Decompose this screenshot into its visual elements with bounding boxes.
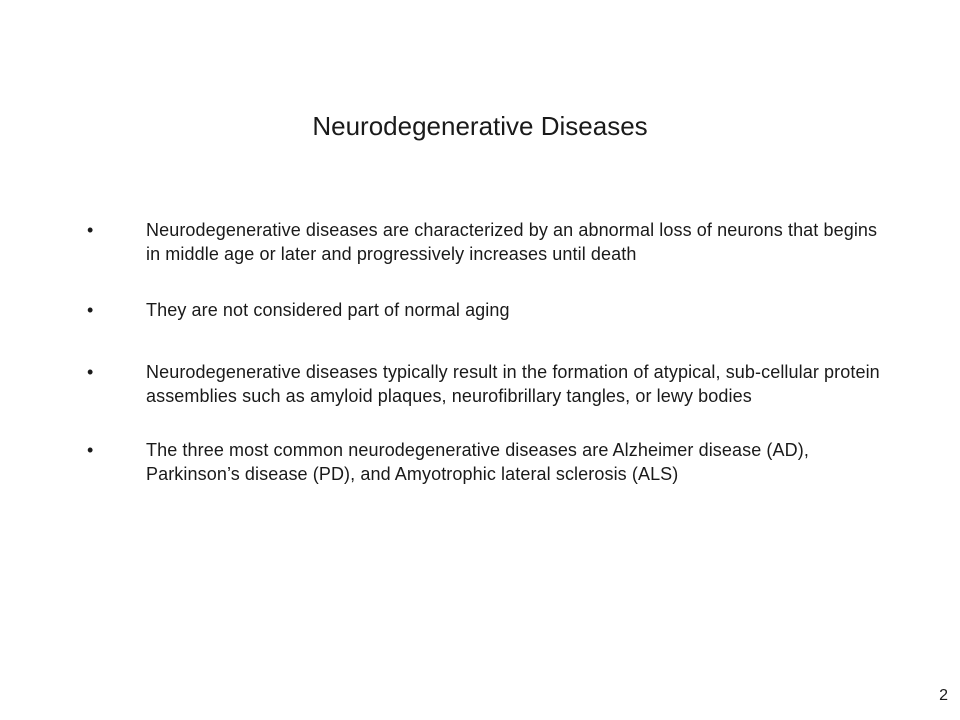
bullet-item: [87, 438, 887, 486]
bullet-marker: •: [87, 440, 94, 460]
bullet-marker: •: [87, 300, 94, 320]
bullet-text: The three most common neurodegenerative diseases are Alzheimer disease (AD), Parkinson’s disease (PD), and Amyotrophic lateral sclerosis (ALS): [146, 440, 809, 484]
bullet-text: They are not considered part of normal aging: [146, 300, 510, 320]
bullet-marker: •: [87, 220, 94, 240]
bullet-text: Neurodegenerative diseases typically result in the formation of atypical, sub-cellular protein assemblies such as amyloid plaques, neurofibrillary tangles, or lewy bodies: [146, 362, 880, 406]
bullet-item: [87, 298, 887, 322]
page-number: 2: [939, 687, 948, 704]
bullet-item: [87, 218, 887, 266]
bullet-marker: •: [87, 362, 94, 382]
bullet-list: [87, 218, 887, 508]
slide-title: Neurodegenerative Diseases: [312, 111, 648, 141]
bullet-text: Neurodegenerative diseases are characterized by an abnormal loss of neurons that begins in middle age or later and progressively increases until death: [146, 220, 878, 264]
bullet-item: [87, 360, 887, 408]
